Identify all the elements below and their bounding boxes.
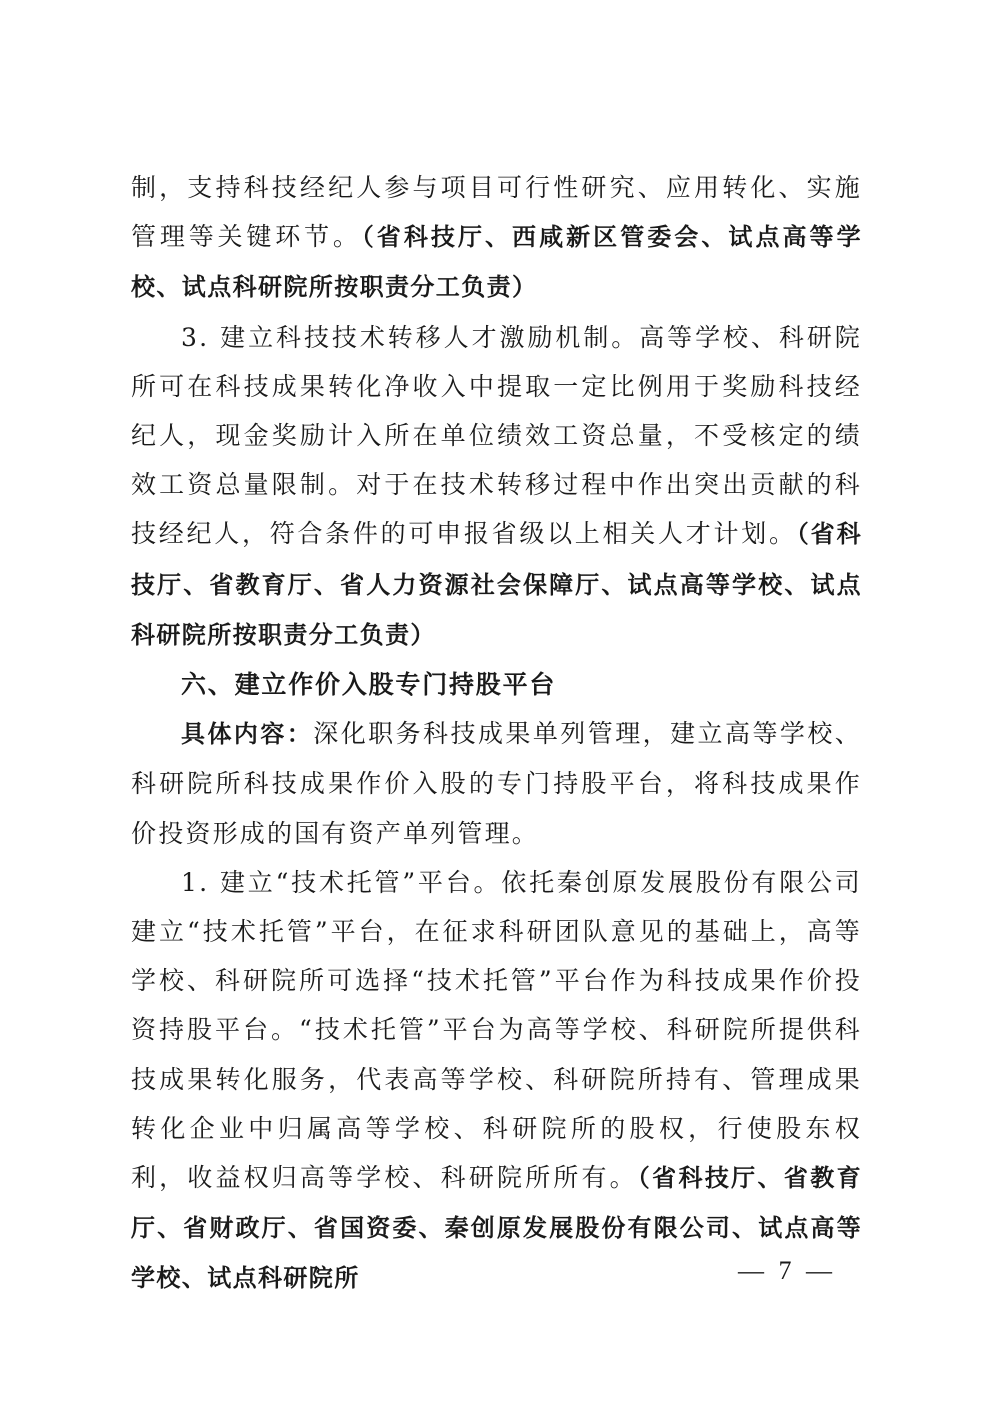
paragraph-specific-content bbox=[131, 709, 862, 858]
paragraph-talent-incentive bbox=[131, 313, 862, 660]
paragraph-continuation bbox=[131, 163, 862, 313]
paragraph-text: 3. 建立科技技术转移人才激励机制。高等学校、科研院所可在科技成果转化净收入中提取一定比例用于奖励科技经纪人，现金奖励计入所在单位绩效工资总量，不受核定的绩效工资总量限制。对于在技术转移过程中作出突出贡献的科技经纪人，符合条件的可申报省级以上相关人才计划。 bbox=[131, 322, 862, 549]
responsibility-note: （省科技厅、省教育厅、省人力资源社会保障厅、试点高等学校、试点科研院所按职责分工负责） bbox=[131, 520, 862, 649]
section-heading: 六、建立作价入股专门持股平台 bbox=[181, 670, 557, 700]
responsibility-note: （省科技厅、省教育厅、省财政厅、省国资委、秦创原发展股份有限公司、试点高等学校、试点科研院所 bbox=[131, 1164, 862, 1293]
paragraph-text: 深化职务科技成果单列管理，建立高等学校、科研院所科技成果作价入股的专门持股平台，将科技成果作价投资形成的国有资产单列管理。 bbox=[131, 719, 862, 848]
page-number: — 7 — bbox=[738, 1256, 836, 1285]
paragraph-technology-custody bbox=[131, 858, 862, 1304]
responsibility-note: （省科技厅、西咸新区管委会、试点高等学校、试点科研院所按职责分工负责） bbox=[131, 223, 862, 302]
paragraph-text: 1. 建立“技术托管”平台。依托秦创原发展股份有限公司建立“技术托管”平台，在征求科研团队意见的基础上，高等学校、科研院所可选择“技术托管”平台作为科技成果作价投资持股平台。“技术托管”平台为高等学校、科研院所提供科技成果转化服务，代表高等学校、科研院所持有、管理成果转化企业中归属高等学校、科研院所的股权，行使股东权利，收益权归高等学校、科研院所所有。 bbox=[131, 867, 862, 1193]
paragraph-text: 制，支持科技经纪人参与项目可行性研究、应用转化、实施管理等关键环节。 bbox=[131, 173, 862, 252]
lead-label: 具体内容： bbox=[181, 720, 314, 749]
body-text bbox=[131, 163, 862, 1304]
